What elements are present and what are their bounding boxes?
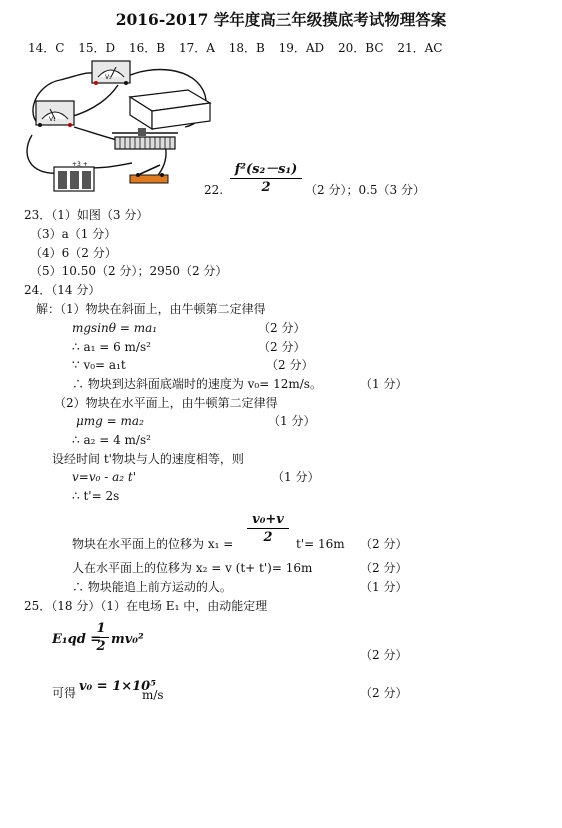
- resistor-box: [130, 90, 210, 129]
- answer-20: 20．BC: [338, 41, 384, 55]
- q22-formula-numerator: f²(s₂－s₁): [230, 158, 302, 179]
- q23-line-3: （4）6（2 分）: [30, 246, 117, 260]
- q24-eq-7: v=v₀ - a₂ t': [72, 470, 137, 484]
- q24-eq-5-score: （1 分）: [268, 414, 316, 428]
- q23-line-1: 23．（1）如图（3 分）: [24, 208, 149, 222]
- q24-eq-4: ∴ 物块到达斜面底端时的速度为 v₀= 12m/s。: [72, 377, 322, 391]
- q24-eq-9-denominator: 2: [263, 530, 273, 545]
- voltmeter-v1: [36, 101, 74, 127]
- q25-result-label: 可得: [52, 686, 77, 700]
- q24-eq-11: ∴ 物块能追上前方运动的人。: [72, 580, 232, 594]
- q24-eq-7-score: （1 分）: [272, 470, 320, 484]
- q24-eq-9-result: t'= 16m: [296, 537, 345, 551]
- q22-formula: [230, 158, 302, 195]
- q24-eq-8: ∴ t'= 2s: [72, 489, 120, 503]
- q24-eq-6: ∴ a₂ = 4 m/s²: [72, 433, 151, 447]
- q24-eq-4-score: （1 分）: [360, 377, 408, 391]
- v1-label: V₁: [49, 116, 56, 123]
- q22-formula-denominator: 2: [261, 180, 271, 195]
- rheostat: [112, 128, 178, 149]
- q25-heading: 25．（18 分）（1）在电场 E₁ 中，由动能定理: [24, 599, 268, 613]
- answer-21: 21．AC: [397, 41, 443, 55]
- answer-14: 14．C: [28, 41, 65, 55]
- q24-step-2: （2）物块在水平面上，由牛顿第二定律得: [54, 396, 278, 410]
- q25-eq-score: （2 分）: [360, 648, 408, 662]
- q24-eq-1-score: （2 分）: [258, 321, 306, 335]
- q25-result-score: （2 分）: [360, 686, 408, 700]
- q24-eq-9-numerator: v₀+v: [247, 512, 289, 529]
- q24-eq-5: μmg = ma₂: [76, 414, 144, 428]
- q25-eq-denominator: 2: [96, 639, 106, 654]
- q23-line-4: （5）10.50（2 分）；2950（2 分）: [30, 264, 228, 278]
- q24-eq-9-fraction: [247, 512, 289, 545]
- q24-eq-2: ∴ a₁ = 6 m/s²: [72, 340, 151, 354]
- q24-eq-9-text: 物块在水平面上的位移为 x₁ =: [72, 537, 234, 551]
- q24-heading: 24．（14 分）: [24, 283, 101, 297]
- answer-15: 15．D: [78, 41, 116, 55]
- q25-eq-lhs: E₁qd =: [52, 632, 102, 647]
- q24-step-3: 设经时间 t'物块与人的速度相等，则: [52, 452, 244, 466]
- circuit-diagram: [20, 55, 220, 195]
- q25-eq-rhs: mv₀²: [111, 632, 144, 647]
- q24-eq-10: 人在水平面上的位移为 x₂ = v (t+ t')= 16m: [72, 561, 313, 575]
- q22-label: 22.: [204, 183, 224, 197]
- answer-17: 17．A: [178, 41, 215, 55]
- q24-eq-10-score: （2 分）: [360, 561, 408, 575]
- svg-text:+3 +: +3 +: [72, 161, 88, 168]
- q25-result-unit: m/s: [142, 688, 164, 702]
- q23-line-2: （3）a（1 分）: [30, 227, 117, 241]
- q24-eq-1: mgsinθ = ma₁: [72, 321, 158, 335]
- q24-eq-3: ∵ v₀= a₁t: [72, 358, 126, 372]
- q24-eq-11-score: （1 分）: [360, 580, 408, 594]
- answer-18: 18．B: [228, 41, 265, 55]
- q24-eq-9-score: （2 分）: [360, 537, 408, 551]
- voltmeter-v2: [92, 61, 130, 85]
- q24-step-1: 解：（1）物块在斜面上，由牛顿第二定律得: [36, 302, 266, 316]
- q22-score: （2 分）；0.5（3 分）: [305, 183, 425, 197]
- q25-result-formula: v₀ = 1×10⁵: [79, 679, 156, 694]
- answer-16: 16．B: [129, 41, 166, 55]
- q25-eq-fraction: [93, 621, 109, 654]
- battery: [54, 161, 94, 191]
- q25-eq-numerator: 1: [93, 621, 109, 638]
- choice-answers: [28, 39, 452, 56]
- answer-19: 19．AD: [278, 41, 325, 55]
- v2-label: V₂: [105, 74, 112, 81]
- page-title: 2016-2017 学年度高三年级摸底考试物理答案: [115, 10, 447, 29]
- q24-eq-3-score: （2 分）: [266, 358, 314, 372]
- q24-eq-2-score: （2 分）: [258, 340, 306, 354]
